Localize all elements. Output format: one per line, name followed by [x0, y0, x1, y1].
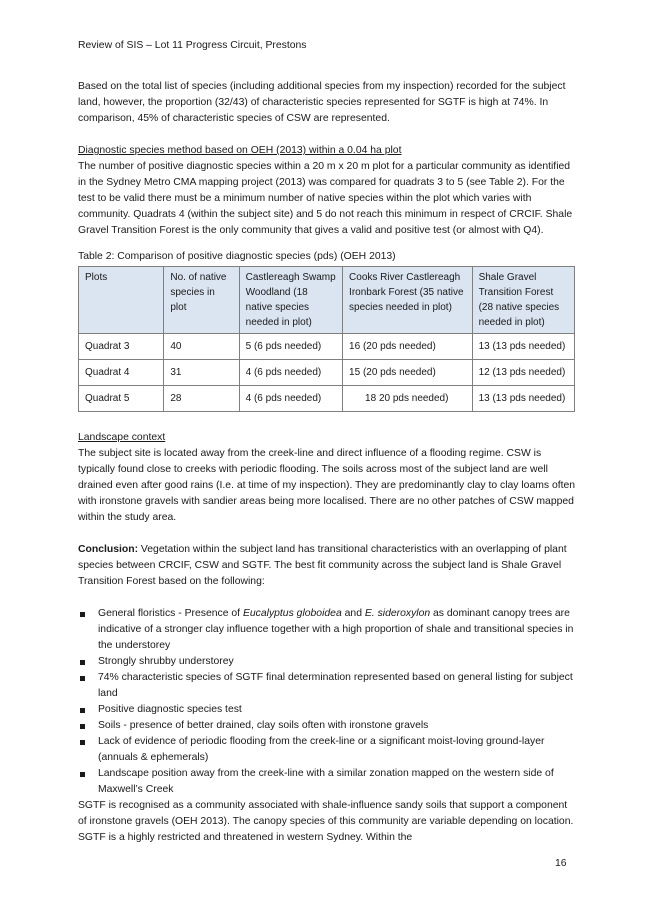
conclusion-text: Vegetation within the subject land has transitional characteristics with an overlapping of plant species between CRCIF, CSW and SGTF. The best fit community across the subject land is Shale Gravel Transition Forest based on the following: — [78, 544, 567, 587]
bullet-text: Strongly shrubby understorey — [98, 656, 234, 667]
table-cell: Quadrat 4 — [79, 360, 164, 386]
table-cell: 31 — [164, 360, 239, 386]
list-item — [78, 766, 578, 798]
table-row — [79, 386, 575, 412]
list-item — [78, 718, 578, 734]
bullet-text: General floristics - Presence of — [98, 608, 243, 619]
bullet-text: Positive diagnostic species test — [98, 704, 242, 715]
table-cell: 12 (13 pds needed) — [472, 360, 574, 386]
bullet-icon — [80, 740, 85, 745]
table-cell: 13 (13 pds needed) — [472, 334, 574, 360]
table-row — [79, 360, 575, 386]
page-number: 16 — [555, 858, 567, 869]
bullet-icon — [80, 772, 85, 777]
bullet-text: 74% characteristic species of SGTF final determination represented based on general listing for subject land — [98, 672, 573, 699]
bullet-icon — [80, 724, 85, 729]
table-header-row — [79, 267, 575, 334]
table-header-cell: No. of native species in plot — [164, 267, 239, 334]
table-header-cell: Cooks River Castlereagh Ironbark Forest (35 native species needed in plot) — [343, 267, 473, 334]
bullet-text: Soils - presence of better drained, clay soils often with ironstone gravels — [98, 720, 429, 731]
bullet-text: as dominant canopy trees are indicative of a stronger clay influence together with a high proportion of shale and transitional species in the understorey — [98, 608, 574, 651]
conclusion-bullet-list — [78, 606, 578, 798]
table-header-cell: Castlereagh Swamp Woodland (18 native species needed in plot) — [239, 267, 342, 334]
table-cell: Quadrat 5 — [79, 386, 164, 412]
diagnostic-species-table — [78, 266, 575, 412]
table-caption: Table 2: Comparison of positive diagnostic species (pds) (OEH 2013) — [78, 251, 396, 262]
page-header: Review of SIS – Lot 11 Progress Circuit, Prestons — [78, 40, 307, 51]
table-cell: 13 (13 pds needed) — [472, 386, 574, 412]
table-cell: 16 (20 pds needed) — [343, 334, 473, 360]
list-item — [78, 606, 578, 654]
landscape-heading: Landscape context — [78, 432, 166, 443]
species-name: Eucalyptus globoidea — [242, 608, 342, 619]
intro-paragraph: Based on the total list of species (including additional species from my inspection) recorded for the subject land, however, the proportion (32/43) of characteristic species represented for SGTF is high at 74%. In comparison, 45% of characteristic species of CSW are represented. — [78, 81, 566, 124]
bullet-text: and — [341, 608, 365, 619]
table-cell: 18 20 pds needed) — [343, 386, 473, 412]
landscape-paragraph: The subject site is located away from the creek-line and direct influence of a flooding regime. CSW is typically found close to creeks with periodic flooding. The soils across most of the subject land are well drained even after good rains (I.e. at time of my inspection). They are predominantly clay to clay loams often with ironstone gravels with sandier areas being more localised. There are no other patches of CSW mapped within the study area. — [78, 448, 576, 523]
table-cell: 4 (6 pds needed) — [239, 386, 342, 412]
list-item — [78, 670, 578, 702]
page-body — [78, 79, 578, 846]
list-item — [78, 654, 578, 670]
conclusion-paragraph — [78, 542, 578, 590]
diagnostic-heading: Diagnostic species method based on OEH (2013) within a 0.04 ha plot — [78, 145, 402, 156]
table-header-cell: Shale Gravel Transition Forest (28 native species needed in plot) — [472, 267, 574, 334]
bullet-icon — [80, 708, 85, 713]
table-cell: 28 — [164, 386, 239, 412]
diagnostic-paragraph: The number of positive diagnostic species within a 20 m x 20 m plot for a particular community as identified in the Sydney Metro CMA mapping project (2013) was compared for quadrats 3 to 5 (see Table 2). For the test to be valid there must be a minimum number of native species within the plot which varies with community. Quadrats 4 (within the subject site) and 5 do not reach this minimum in respect of CRCIF. Shale Gravel Transition Forest is the only community that gives a valid and positive test (or almost with Q4). — [78, 161, 573, 236]
species-name: E. sideroxylon — [364, 608, 431, 619]
table-header-cell: Plots — [79, 267, 164, 334]
table-cell: 4 (6 pds needed) — [239, 360, 342, 386]
table-row — [79, 334, 575, 360]
bullet-text: Lack of evidence of periodic flooding from the creek-line or a significant moist-loving ground-layer (annuals & ephemerals) — [98, 736, 545, 763]
table-cell: 15 (20 pds needed) — [343, 360, 473, 386]
bullet-icon — [80, 660, 85, 665]
list-item — [78, 734, 578, 766]
bullet-icon — [80, 612, 85, 617]
bullet-icon — [80, 676, 85, 681]
list-item — [78, 702, 578, 718]
table-cell: 5 (6 pds needed) — [239, 334, 342, 360]
table-cell: Quadrat 3 — [79, 334, 164, 360]
table-cell: 40 — [164, 334, 239, 360]
bullet-text: Landscape position away from the creek-line with a similar zonation mapped on the western side of Maxwell’s Creek — [98, 768, 554, 795]
final-paragraph: SGTF is recognised as a community associated with shale-influence sandy soils that support a component of ironstone gravels (OEH 2013). The canopy species of this community are variable depending on location. SGTF is a highly restricted and threatened in western Sydney. Within the — [78, 800, 574, 843]
conclusion-label: Conclusion: — [78, 544, 139, 555]
